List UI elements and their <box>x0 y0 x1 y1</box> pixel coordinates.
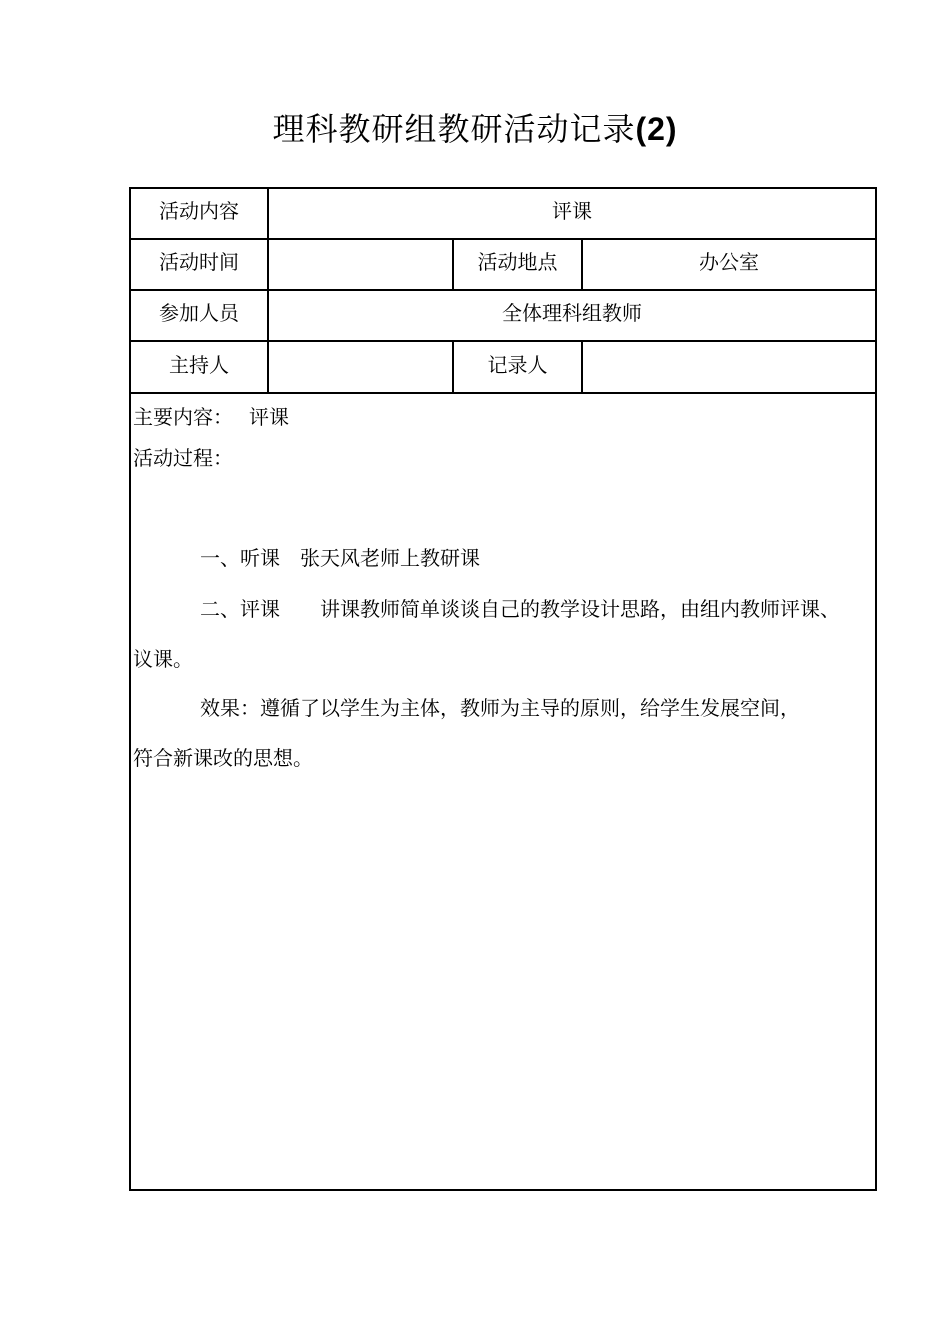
activity-content-label: 活动内容 <box>159 199 239 223</box>
main-content-line <box>133 401 289 430</box>
activity-location-label: 活动地点 <box>477 250 558 274</box>
recorder-label: 记录人 <box>487 352 548 377</box>
host-label: 主持人 <box>169 352 229 377</box>
process-label: 活动过程： <box>133 446 233 470</box>
effect-line-cont: 符合新课改的思想。 <box>133 746 313 770</box>
participants-label: 参加人员 <box>159 301 239 325</box>
activity-content-value: 评课 <box>552 199 592 223</box>
host-value <box>269 342 452 392</box>
activity-time-value <box>269 240 452 289</box>
recorder-value <box>583 342 875 392</box>
activity-time-label: 活动时间 <box>159 250 239 274</box>
title-number: (2) <box>635 111 678 147</box>
page-title <box>0 104 950 150</box>
activity-location-value: 办公室 <box>699 250 759 274</box>
process-line-listening: 一、听课 张天风老师上教研课 <box>200 546 480 570</box>
process-line-evaluation: 二、评课 讲课教师简单谈谈自己的教学设计思路，由组内教师评课、 <box>200 597 840 621</box>
participants-value: 全体理科组教师 <box>502 301 642 325</box>
activity-record-table <box>129 187 877 1191</box>
process-line-evaluation-cont: 议课。 <box>133 647 193 671</box>
main-content-value: 评课 <box>249 405 289 429</box>
title-main: 理科教研组教研活动记录 <box>272 110 636 148</box>
effect-line: 效果：遵循了以学生为主体，教师为主导的原则，给学生发展空间， <box>200 696 800 720</box>
row-divider <box>131 392 875 394</box>
main-content-label: 主要内容： <box>133 405 233 429</box>
